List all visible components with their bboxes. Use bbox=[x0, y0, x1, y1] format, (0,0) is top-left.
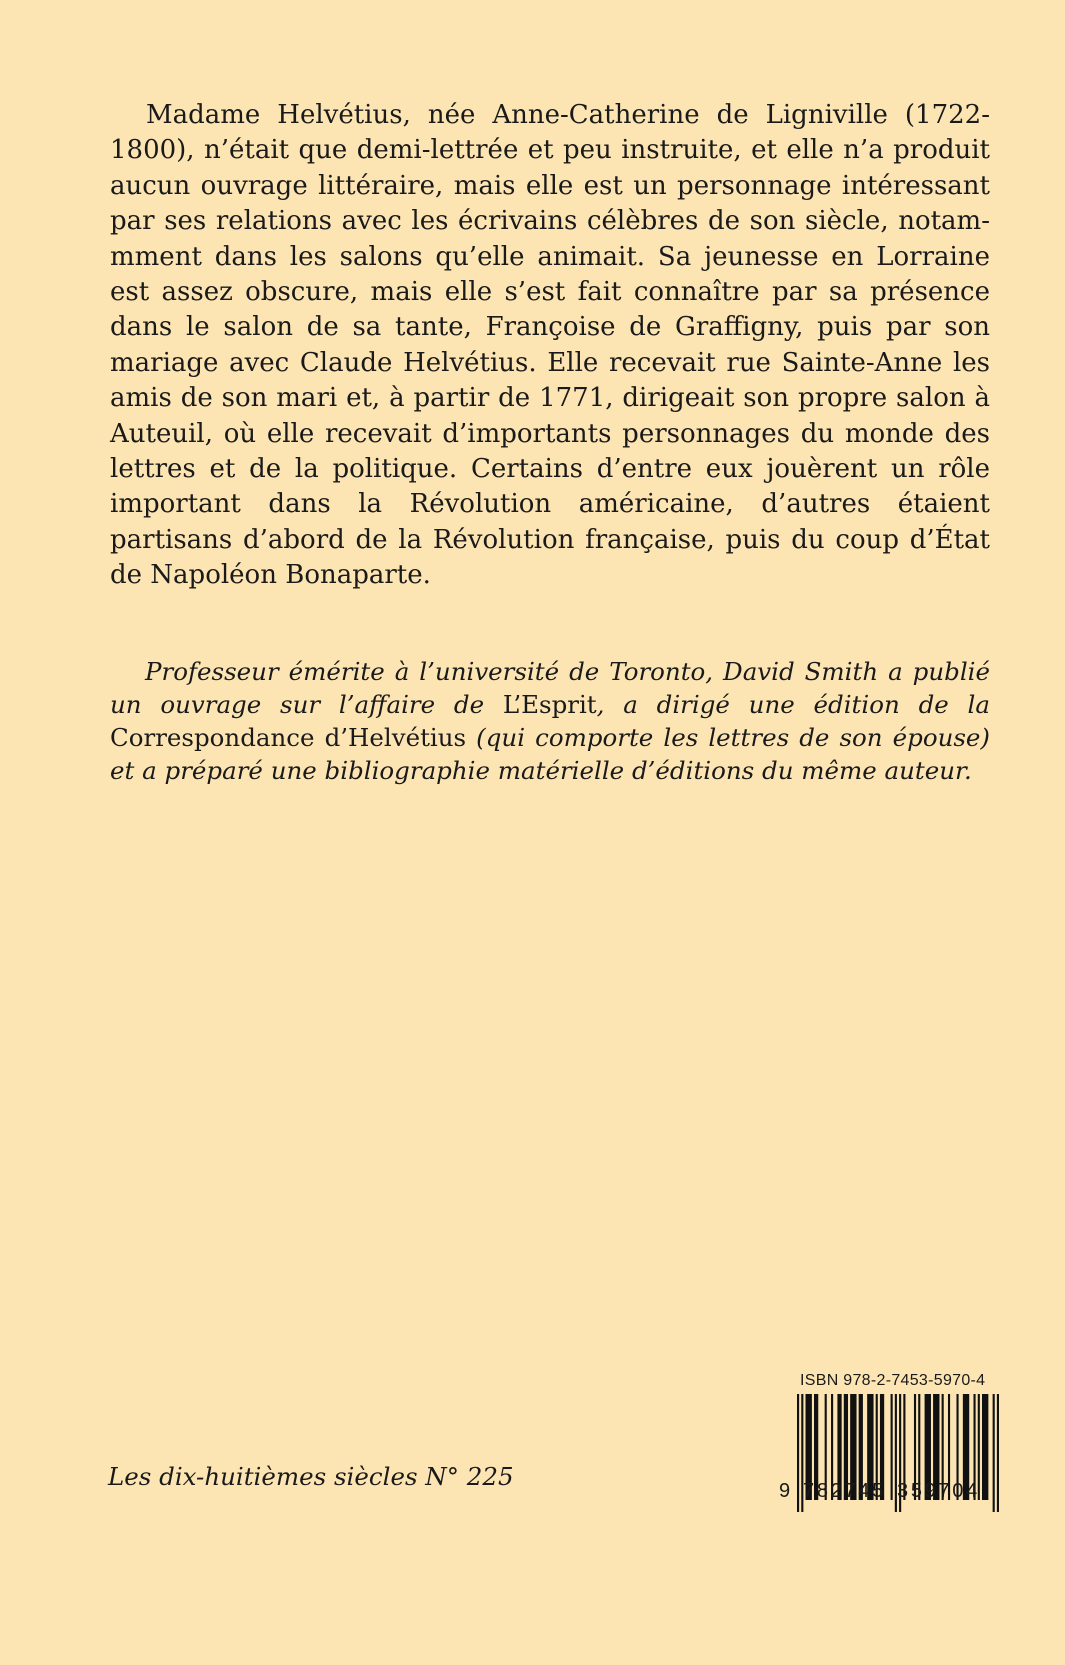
barcode-bar bbox=[982, 1394, 988, 1500]
bio-title-correspondance: Correspondance d’Helvétius bbox=[110, 723, 467, 752]
bio-title-esprit: L’Esprit bbox=[502, 690, 597, 719]
isbn-digits-left: 782745 bbox=[803, 1480, 886, 1502]
author-bio bbox=[110, 655, 990, 787]
series-label: Les dix-huitièmes siècles N° 225 bbox=[108, 1462, 514, 1491]
barcode-bar bbox=[797, 1394, 799, 1512]
bio-part-2: , a dirigé une édition de la bbox=[596, 690, 990, 719]
isbn-label: ISBN 978-2-7453-5970-4 bbox=[800, 1372, 986, 1389]
isbn-digits-right: 359704 bbox=[897, 1480, 980, 1502]
bio-part-3: (qui comporte les lettres de son épouse) et a préparé une bibliographie matérielle d’éditions du même auteur. bbox=[110, 723, 990, 785]
isbn-digit-first: 9 bbox=[779, 1480, 791, 1502]
isbn-block bbox=[779, 1372, 999, 1512]
barcode-bar bbox=[891, 1394, 893, 1500]
bio-part-1: Professeur émérite à l’université de Toronto, David Smith a publié un ouvrage sur l’affaire de bbox=[110, 657, 990, 719]
barcode-bar bbox=[997, 1394, 999, 1512]
summary-paragraph: Madame Helvétius, née Anne-Catherine de Ligniville (1722-1800), n’était que demi-lettrée et peu instruite, et elle n’a produit aucun ouvrage littéraire, mais elle est un personnage intéressant par ses relations avec les écrivains célèbres de son siècle, notammment dans les salons qu’elle animait. Sa jeunesse en Lorraine est assez obscure, mais elle s’est fait connaître par sa présence dans le salon de sa tante, Françoise de Graffigny, puis par son mariage avec Claude Helvétius. Elle recevait rue Sainte-Anne les amis de son mari et, à partir de 1771, dirigeait son propre salon à Auteuil, où elle recevait d’importants personnages du monde des lettres et de la politique. Certains d’entre eux jouèrent un rôle important dans la Révolution américaine, d’autres étaient partisans d’abord de la Révolution française, puis du coup d’État de Napoléon Bonaparte. bbox=[110, 100, 990, 591]
barcode-bar bbox=[993, 1394, 995, 1512]
